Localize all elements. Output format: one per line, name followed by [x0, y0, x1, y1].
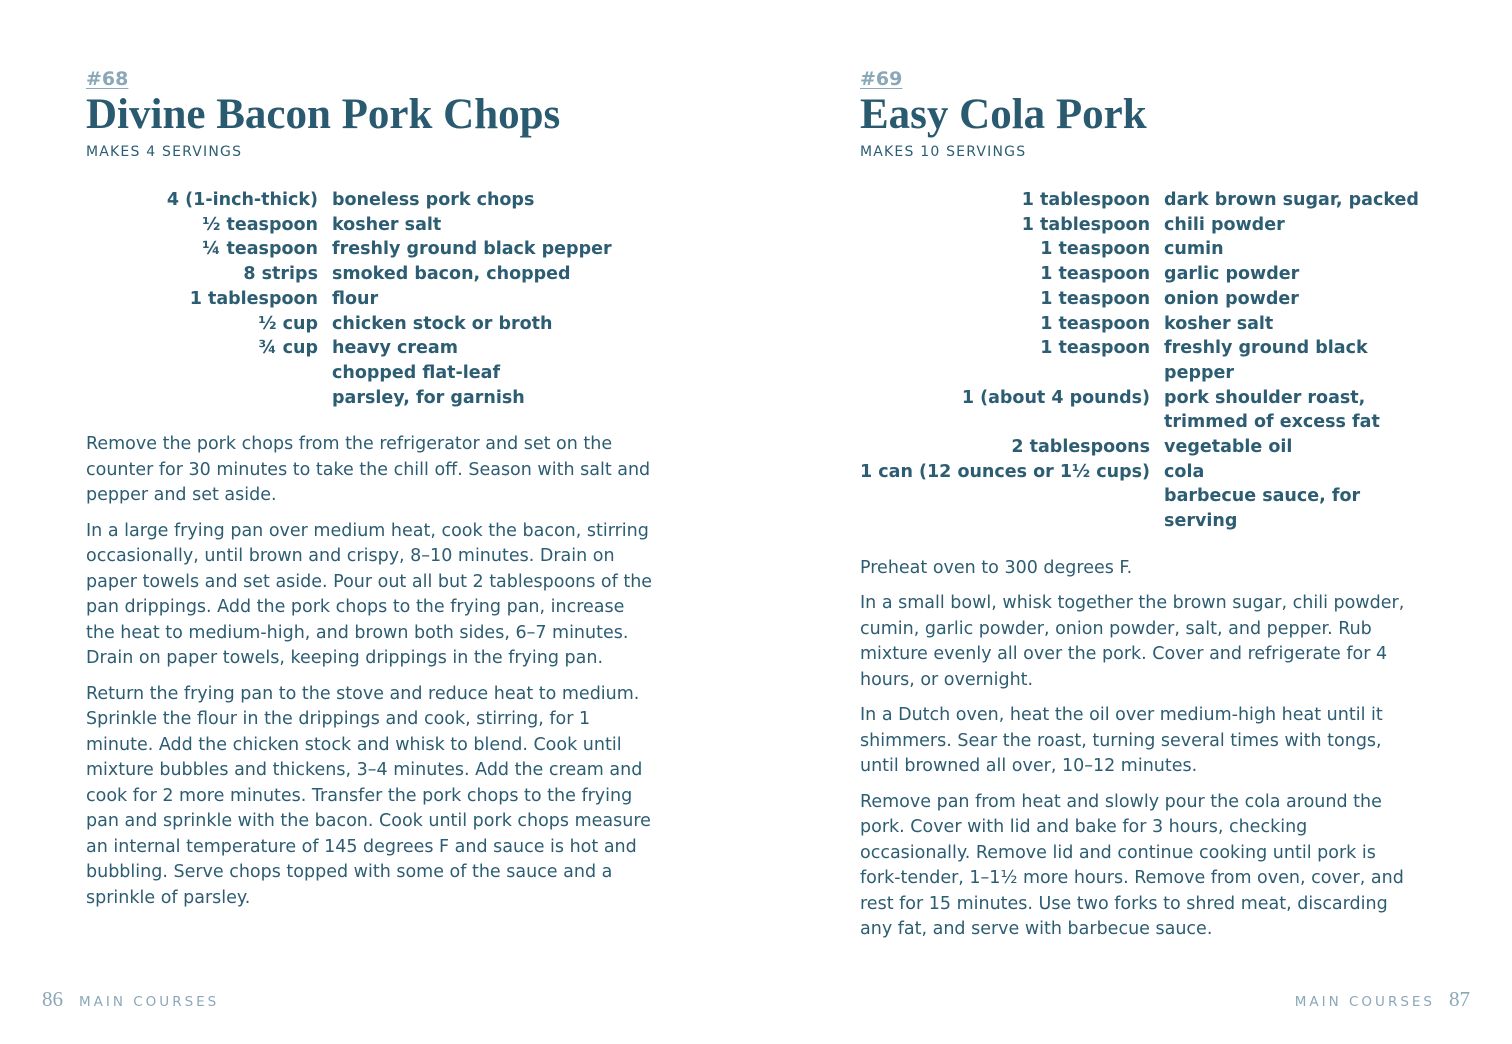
ingredient-row: [93, 237, 612, 262]
section-title: MAIN COURSES: [1294, 994, 1435, 1010]
page-footer: [1295, 986, 1470, 1015]
ingredient-name: chili powder: [1164, 214, 1285, 235]
method-step: In a large frying pan over medium heat, cook the bacon, stirring occasionally, until brown and crispy, 8–10 minutes. Drain on paper towels and set aside. Pour out all but 2 tablespoons of the pan drippings. Add the pork chops to the frying pan, increase the heat to medium-high, and brown both sides, 6–7 minutes. Drain on paper towels, keeping drippings in the frying pan.: [86, 520, 653, 669]
ingredient-name: cumin: [1164, 239, 1224, 260]
recipe-68: [86, 66, 656, 921]
ingredient-name: smoked bacon, chopped: [332, 264, 571, 285]
ingredient-quantity: [860, 484, 1164, 533]
recipe-title: Easy Cola Pork: [860, 91, 1147, 138]
ingredient-row: [93, 262, 612, 287]
right-page: [756, 0, 1512, 1044]
recipe-method: [860, 556, 1420, 943]
ingredient-row: [860, 336, 1420, 385]
ingredient-row: [860, 312, 1420, 337]
ingredient-row: [860, 213, 1420, 238]
recipe-number: #68: [86, 68, 129, 90]
ingredient-row: [860, 484, 1420, 533]
ingredient-row: [860, 435, 1420, 460]
ingredient-quantity: 4 (1-inch-thick): [166, 190, 318, 210]
recipe-servings: MAKES 4 SERVINGS: [86, 144, 243, 160]
ingredient-quantity: 1 can (12 ounces or 1½ cups): [860, 461, 1151, 482]
ingredient-quantity: 1 teaspoon: [1040, 239, 1151, 260]
ingredient-quantity: 2 tablespoons: [1011, 437, 1151, 458]
ingredient-list: [93, 188, 612, 410]
recipe-servings: MAKES 10 SERVINGS: [860, 144, 1027, 160]
ingredient-row: [93, 312, 612, 337]
page-number: 87: [1449, 987, 1470, 1011]
recipe-69: [860, 66, 1420, 953]
ingredient-name: boneless pork chops: [332, 190, 535, 210]
ingredient-name: freshly ground black pepper: [1164, 338, 1368, 383]
ingredient-quantity: [93, 361, 332, 410]
page-number: 86: [42, 987, 63, 1011]
ingredient-quantity: 1 (about 4 pounds): [961, 387, 1151, 408]
ingredient-name: freshly ground black pepper: [332, 239, 612, 260]
method-step: Return the frying pan to the stove and reduce heat to medium. Sprinkle the flour in the drippings and cook, stirring, for 1 minute. Add the chicken stock and whisk to blend. Cook until mixture bubbles and thickens, 3–4 minutes. Add the cream and cook for 2 more minutes. Transfer the pork chops to the frying pan and sprinkle with the bacon. Cook until pork chops measure an internal temperature of 145 degrees F and sauce is hot and bubbling. Serve chops topped with some of the sauce and a sprinkle of parsley.: [86, 683, 651, 908]
ingredient-row: [93, 336, 612, 361]
method-step: Preheat oven to 300 degrees F.: [860, 557, 1133, 578]
ingredient-quantity: 1 tablespoon: [1021, 190, 1151, 210]
ingredient-quantity: 1 teaspoon: [1040, 313, 1151, 334]
ingredient-row: [860, 262, 1420, 287]
recipe-title: Divine Bacon Pork Chops: [86, 91, 561, 138]
page-footer: [42, 986, 219, 1015]
recipe-method: [86, 432, 656, 911]
ingredient-quantity: 1 tablespoon: [189, 288, 318, 309]
ingredient-name: cola: [1164, 461, 1205, 482]
method-step: Remove the pork chops from the refrigerator and set on the counter for 30 minutes to take the chill off. Season with salt and pepper and set aside.: [86, 434, 651, 506]
method-step: In a Dutch oven, heat the oil over medium-high heat until it shimmers. Sear the roast, turning several times with tongs, until browned all over, 10–12 minutes.: [860, 705, 1383, 777]
ingredient-quantity: ¼ teaspoon: [202, 239, 318, 260]
section-title: MAIN COURSES: [79, 994, 220, 1010]
ingredient-name: garlic powder: [1164, 264, 1300, 285]
ingredient-quantity: ¾ cup: [258, 338, 318, 359]
ingredient-name: chicken stock or broth: [332, 313, 553, 334]
ingredient-quantity: 8 strips: [243, 264, 318, 285]
ingredient-name: kosher salt: [1164, 313, 1274, 334]
ingredient-name: onion powder: [1164, 288, 1299, 309]
ingredient-row: [860, 460, 1420, 485]
ingredient-quantity: ½ teaspoon: [202, 214, 318, 235]
method-step: In a small bowl, whisk together the brown sugar, chili powder, cumin, garlic powder, onion powder, salt, and pepper. Rub mixture evenly all over the pork. Cover and refrigerate for 4 hours, or overnight.: [860, 593, 1405, 690]
ingredient-quantity: 1 teaspoon: [1040, 264, 1151, 285]
ingredient-name: barbecue sauce, for serving: [1164, 486, 1361, 532]
ingredient-row: [860, 287, 1420, 312]
ingredient-name: chopped flat-leaf parsley, for garnish: [332, 362, 525, 408]
ingredient-row: [93, 213, 612, 238]
ingredient-name: flour: [332, 288, 379, 309]
ingredient-row: [860, 237, 1420, 262]
ingredient-row: [860, 386, 1420, 435]
method-step: Remove pan from heat and slowly pour the cola around the pork. Cover with lid and bake for 3 hours, checking occasionally. Remove lid and continue cooking until pork is fork-tender, 1–1½ more hours. Remove from oven, cover, and rest for 15 minutes. Use two forks to shred meat, discarding any fat, and serve with barbecue sauce.: [860, 791, 1404, 940]
ingredient-name: dark brown sugar, packed: [1164, 190, 1419, 210]
ingredient-name: vegetable oil: [1164, 437, 1293, 458]
ingredient-name: pork shoulder roast, trimmed of excess fat: [1164, 387, 1380, 433]
ingredient-quantity: ½ cup: [258, 313, 318, 334]
ingredient-quantity: 1 teaspoon: [1040, 288, 1151, 309]
ingredient-row: [93, 287, 612, 312]
ingredient-quantity: 1 tablespoon: [1021, 214, 1151, 235]
ingredient-row: [860, 188, 1420, 213]
ingredient-name: kosher salt: [332, 214, 442, 235]
ingredient-list: [860, 188, 1420, 534]
ingredient-row: [93, 188, 612, 213]
ingredient-row: [93, 361, 612, 410]
ingredient-quantity: 1 teaspoon: [1040, 338, 1151, 359]
recipe-number: #69: [860, 68, 903, 90]
ingredient-name: heavy cream: [332, 338, 458, 359]
